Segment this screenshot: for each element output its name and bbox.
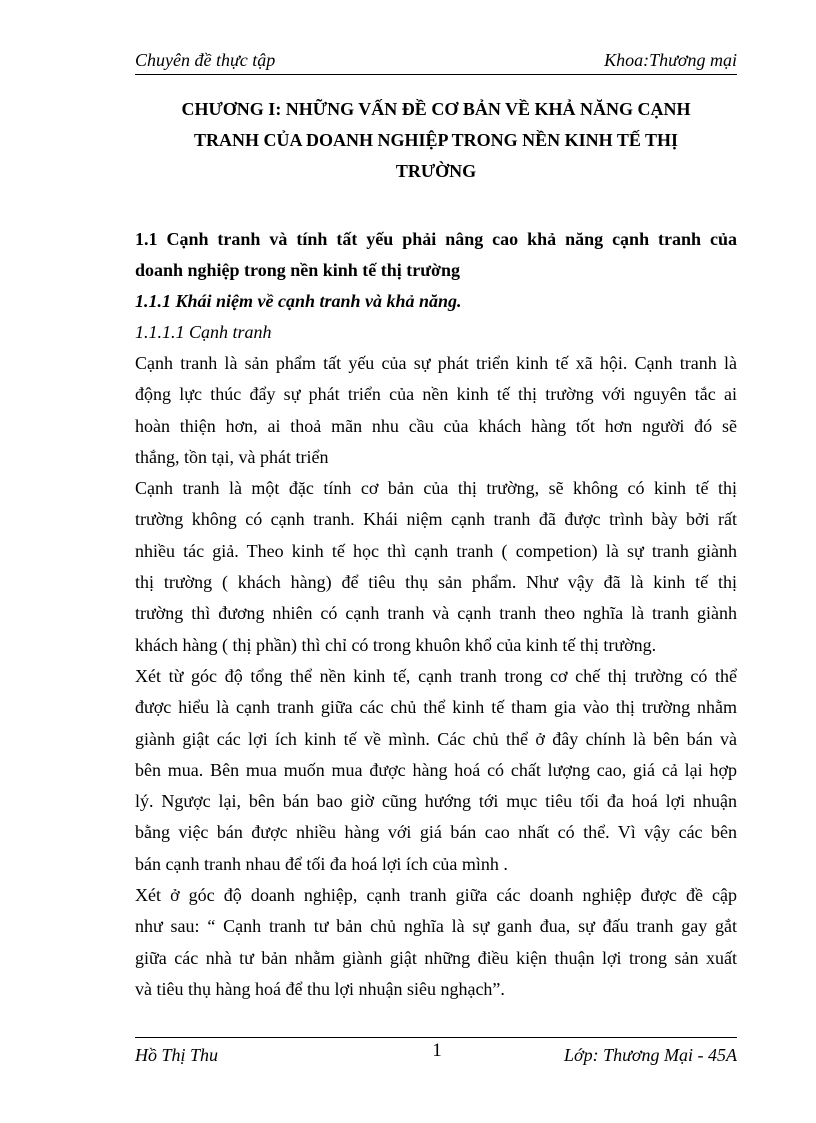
paragraph xyxy=(135,348,737,473)
paragraph xyxy=(135,880,737,1005)
text-line: Cạnh tranh là sản phẩm tất yếu của sự phát triển kinh tế xã hội. Cạnh tranh là xyxy=(135,353,737,373)
chapter-title-line: CHƯƠNG I: NHỮNG VẤN ĐỀ CƠ BẢN VỀ KHẢ NĂNG CẠNH xyxy=(181,99,691,119)
text-line: động lực thúc đẩy sự phát triển của nền kinh tế thị trường với nguyên tắc ai xyxy=(135,384,737,405)
text-line: Xét ở góc độ doanh nghiệp, cạnh tranh giữa các doanh nghiệp được đề cập xyxy=(135,885,737,906)
page-header xyxy=(135,48,737,75)
subsection-heading: 1.1.1 Khái niệm về cạnh tranh và khả năng. xyxy=(135,291,462,311)
text-line: lý. Ngược lại, bên bán bao giờ cũng hướng tới mục tiêu tối đa hoá lợi nhuận xyxy=(135,791,737,812)
text-line: trường không có cạnh tranh. Khái niệm cạnh tranh đã được trình bày bởi rất xyxy=(135,509,737,530)
chapter-title-line: TRƯỜNG xyxy=(395,161,477,181)
text-line: khách hàng ( thị phần) thì chỉ có trong khuôn khổ của kinh tế thị trường. xyxy=(135,634,657,655)
subsubsection-heading: 1.1.1.1 Cạnh tranh xyxy=(135,322,272,342)
text-line: như sau: “ Cạnh tranh tư bản chủ nghĩa là sự ganh đua, sự đấu tranh gay gắt xyxy=(135,916,737,937)
text-line: nhiều tác giả. Theo kinh tế học thì cạnh tranh ( competion) là sự tranh giành xyxy=(135,540,737,561)
section-heading-line: 1.1 Cạnh tranh và tính tất yếu phải nâng cao khả năng cạnh tranh của xyxy=(135,229,737,249)
text-line: bằng việc bán được nhiều hàng với giá bán cao nhất có thể. Vì vậy các bên xyxy=(135,822,737,843)
paragraph xyxy=(135,661,737,880)
text-line: thắng, tồn tại, và phát triển xyxy=(135,446,329,467)
text-line: bên mua. Bên mua muốn mua được hàng hoá có chất lượng cao, giá cả lại hợp xyxy=(135,759,737,780)
section-heading xyxy=(135,224,737,285)
text-line: giữa các nhà tư bản nhằm giành giật những điều kiện thuận lợi trong sản xuất xyxy=(135,947,737,968)
text-line: giành giật các lợi ích kinh tế về mình. Các chủ thể ở đây chính là bên bán và xyxy=(135,728,737,749)
text-line: hoàn thiện hơn, ai thoả mãn nhu cầu của khách hàng tốt hơn người đó sẽ xyxy=(135,415,737,436)
text-line: Cạnh tranh là một đặc tính cơ bản của thị trường, sẽ không có kinh tế thị xyxy=(135,478,737,499)
footer-author: Hồ Thị Thu xyxy=(135,1045,219,1065)
text-line: thị trường ( khách hàng) để tiêu thụ sản phẩm. Như vậy đã là kinh tế thị xyxy=(135,572,737,593)
chapter-title-line: TRANH CỦA DOANH NGHIỆP TRONG NỀN KINH TẾ THỊ xyxy=(193,130,679,150)
chapter-title xyxy=(135,94,737,187)
body-text xyxy=(135,348,737,1005)
page-footer xyxy=(135,1037,737,1068)
section-heading-line: doanh nghiệp trong nền kinh tế thị trường xyxy=(135,259,461,280)
text-line: và tiêu thụ hàng hoá để thu lợi nhuận siêu nghạch”. xyxy=(135,978,505,999)
paragraph xyxy=(135,473,737,661)
page-content xyxy=(135,224,737,1005)
text-line: Xét từ góc độ tổng thể nền kinh tế, cạnh tranh trong cơ chế thị trường có thể xyxy=(135,665,737,686)
text-line: bán cạnh tranh nhau để tối đa hoá lợi ích của mình . xyxy=(135,853,508,874)
header-left-text: Chuyên đề thực tập xyxy=(135,50,276,70)
header-right-text: Khoa:Thương mại xyxy=(604,50,737,70)
text-line: được hiểu là cạnh tranh giữa các chủ thể kinh tế tham gia vào thị trường nhằm xyxy=(135,697,737,718)
text-line: trường thì đương nhiên có cạnh tranh và cạnh tranh theo nghĩa là tranh giành xyxy=(135,603,737,624)
footer-class: Lớp: Thương Mại - 45A xyxy=(563,1045,737,1065)
page-number: 1 xyxy=(432,1040,442,1061)
